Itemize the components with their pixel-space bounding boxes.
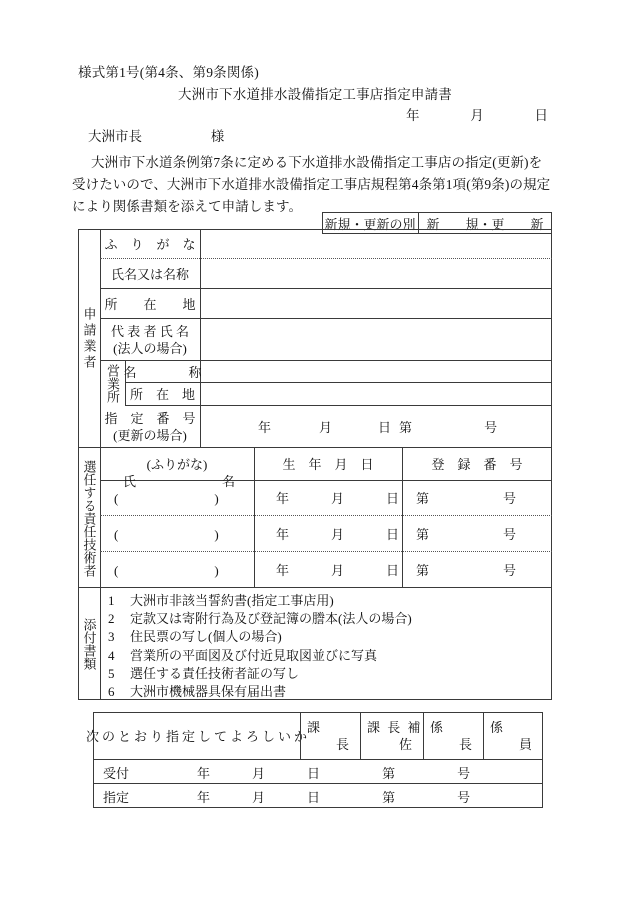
attachment-number: 1 [108,593,115,608]
designation-year-label: 年 [258,419,272,435]
date-month-label: 月 [470,108,484,123]
list-item [108,592,538,610]
engineer-name-paren-open: ( [114,491,119,506]
office-name-value[interactable] [200,361,552,383]
engineer-month-label: 月 [331,562,345,578]
designation-no-value[interactable] [200,406,552,448]
attachment-text: 選任する責任技術者証の写し [130,665,300,681]
representative-label-line2: (法人の場合) [113,341,187,356]
approval-signer-label-lower: 員 [518,737,534,752]
approval-row-year: 年 [197,789,211,805]
attachment-text: 住民票の写し(個人の場合) [130,629,282,645]
form-number: 様式第1号(第4条、第9条関係) [78,65,259,80]
list-item [108,647,538,665]
representative-label [100,319,200,361]
engineer-name-cell[interactable] [100,516,254,552]
engineers-furigana-label: (ふりがな) [146,457,208,472]
designation-month-label: 月 [319,419,333,435]
engineers-surname-label: 氏 [123,474,137,489]
approval-row-label: 指定 [103,789,130,805]
engineer-day-label: 日 [386,526,400,542]
engineer-registration-cell[interactable] [402,516,552,552]
approval-row-gou: 号 [457,789,471,805]
engineer-gou-label: 号 [503,526,517,542]
approval-row-label: 受付 [103,765,130,781]
engineer-name-paren-close: ) [214,526,219,542]
engineer-dai-label: 第 [416,526,430,542]
furigana-label-text: ふ り が な [104,236,196,252]
approval-row-year: 年 [197,765,211,781]
representative-label-line1: 代 表 者 氏 名 [110,324,189,339]
address-value[interactable] [200,289,552,319]
engineer-name-cell[interactable] [100,552,254,588]
engineer-birthdate-cell[interactable] [254,516,402,552]
engineer-month-label: 月 [331,526,345,542]
approval-signer-cell[interactable] [483,712,543,760]
approval-row-dai: 第 [382,765,396,781]
engineer-name-cell[interactable] [100,481,254,516]
attachment-number: 6 [108,684,115,700]
engineer-year-label: 年 [276,491,290,506]
engineer-day-label: 日 [386,562,400,578]
addressee-line [88,125,224,145]
office-side-label [100,361,125,406]
engineers-birthdate-header: 生 年 月 日 [282,457,374,472]
applicant-side-label-text: 申請業者 [81,306,97,371]
office-address-label-text: 所 在 地 [129,387,195,402]
attachment-text: 大洲市機械器具保有届出書 [130,684,287,700]
furigana-label [100,229,200,259]
list-item [108,665,538,683]
request-line-3: により関係書類を添えて申請します。 [72,199,303,214]
engineer-dai-label: 第 [416,562,430,578]
office-side-label-text: 営業所 [105,364,120,403]
office-name-label-text: 名 称 [123,364,202,380]
name-label [100,259,200,289]
attachments-side-label [78,588,100,700]
engineer-birthdate-cell[interactable] [254,552,402,588]
approval-signer-label-lower: 長 [458,737,474,752]
new-renewal-value[interactable]: 新 規・更 新 [426,216,544,232]
approval-signer-label-upper: 課 [307,720,323,735]
approval-row-month: 月 [252,765,266,781]
approval-signer-cell[interactable] [423,712,483,760]
address-label [100,289,200,319]
approval-signer-label-upper: 係 [490,720,506,735]
attachment-number: 2 [108,611,115,627]
engineers-given-label: 名 [221,474,235,489]
engineer-name-paren-close: ) [214,491,219,506]
submission-date-line [406,104,548,124]
engineer-name-paren-open: ( [114,526,119,542]
attachment-text: 大洲市非該当誓約書(指定工事店用) [130,593,334,608]
designation-no-label [100,406,200,448]
engineer-registration-cell[interactable] [402,552,552,588]
approval-receipt-cells[interactable] [103,760,543,784]
furigana-value[interactable] [200,229,552,259]
designation-dai-label: 第 [399,419,413,435]
addressee-name: 大洲市長 [88,129,142,144]
request-line-1: 大洲市下水道条例第7条に定める下水道排水設備指定工事店の指定(更新)を [91,155,543,170]
approval-row-day: 日 [307,789,321,805]
approval-signer-label-lower: 佐 [398,737,414,752]
engineer-gou-label: 号 [503,491,517,506]
engineer-year-label: 年 [276,562,290,578]
engineer-gou-label: 号 [503,562,517,578]
list-item [108,683,538,701]
approval-question [86,712,311,760]
name-label-text: 氏名又は名称 [110,266,189,282]
engineers-name-header [100,448,254,489]
approval-signer-label-lower: 長 [335,737,351,752]
approval-row-day: 日 [307,765,321,781]
approval-signer-cell[interactable] [300,712,360,760]
office-address-label [125,383,200,406]
engineer-dai-label: 第 [416,491,430,506]
designation-no-label-line2: (更新の場合) [113,428,187,443]
designation-no-label-line1: 指 定 番 号 [104,411,196,426]
address-label-text: 所 在 地 [104,296,196,312]
request-paragraph [72,152,562,218]
attachments-list [108,592,538,701]
attachments-label-divider [100,588,101,700]
approval-signer-label-upper: 課 長 補 [367,720,423,735]
engineer-registration-cell[interactable] [402,481,552,516]
engineer-name-paren-close: ) [214,562,219,578]
approval-designation-cells[interactable] [103,784,543,808]
attachment-text: 営業所の平面図及び付近見取図並びに写真 [130,647,378,663]
office-address-value[interactable] [200,383,552,406]
list-item [108,610,538,628]
approval-row-month: 月 [252,789,266,805]
addressee-honorific: 様 [210,129,225,144]
engineer-birthdate-cell[interactable] [254,481,402,516]
designation-day-label: 日 [378,419,392,435]
approval-signer-label-upper: 係 [430,720,446,735]
new-renewal-label: 新規・更新の別 [324,216,416,232]
office-name-label [125,361,200,383]
engineer-day-label: 日 [386,491,400,506]
date-day-label: 日 [534,108,548,123]
page-title: 大洲市下水道排水設備指定工事店指定申請書 [178,87,452,102]
attachment-number: 4 [108,647,115,663]
name-value[interactable] [200,259,552,289]
attachment-number: 3 [108,629,115,645]
approval-row-gou: 号 [457,765,471,781]
attachment-number: 5 [108,665,115,681]
list-item [108,628,538,646]
representative-value[interactable] [200,319,552,361]
request-line-2: 受けたいので、大洲市下水道排水設備指定工事店規程第4条第1項(第9条)の規定 [72,177,551,192]
engineer-name-paren-open: ( [114,562,119,578]
engineers-registration-header: 登 録 番 号 [431,457,523,472]
attachment-text: 定款又は寄附行為及び登記簿の謄本(法人の場合) [130,611,412,627]
approval-row-dai: 第 [382,789,396,805]
designation-gou-label: 号 [484,419,498,435]
engineers-side-label-text: 選任する責任技術者 [81,459,97,577]
attachments-side-label-text: 添付書類 [81,618,97,670]
approval-signer-cell[interactable] [360,712,423,760]
engineer-year-label: 年 [276,526,290,542]
engineer-month-label: 月 [331,491,345,506]
date-year-label: 年 [406,108,420,123]
approval-question-text: 次のとおり指定してよろしいか [86,728,311,744]
